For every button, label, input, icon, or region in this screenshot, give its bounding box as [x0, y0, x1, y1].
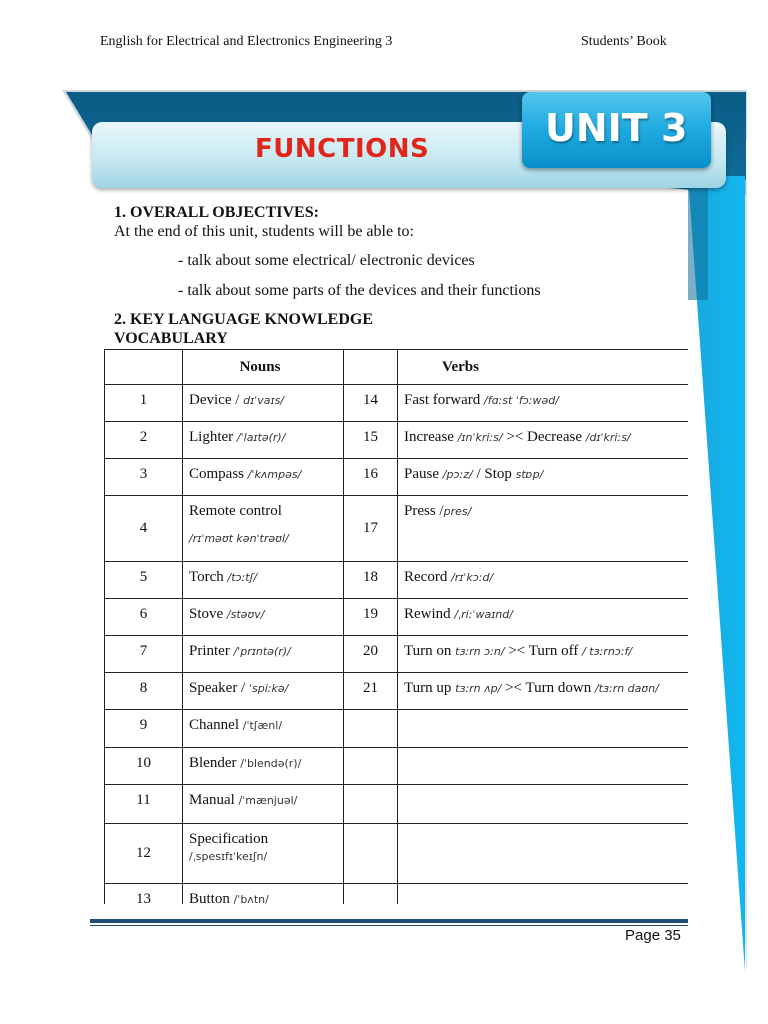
table-row [105, 599, 689, 636]
table-row [105, 459, 689, 496]
noun-pronunciation: ˈspiːkə/ [248, 682, 289, 695]
running-header-title: English for Electrical and Electronics Engineering 3 [100, 34, 393, 49]
table-row [105, 496, 689, 562]
verb-word-2: / Stop [472, 466, 516, 482]
table-row [105, 710, 689, 748]
noun-word: Torch [189, 569, 228, 585]
noun-pronunciation: /rɪˈməʊt kənˈtrəʊl/ [189, 532, 289, 545]
noun-number: 12 [105, 824, 183, 884]
verb-number: 14 [344, 385, 398, 422]
verb-pronunciation-2: /dɪˈkriːs/ [585, 431, 631, 444]
noun-word: Remote control [189, 503, 282, 519]
verb-pronunciation: /ˌriːˈwaɪnd/ [454, 608, 513, 621]
footer-rule-thin [90, 925, 688, 926]
noun-word: Lighter [189, 429, 237, 445]
objective-item: - talk about some electrical/ electronic devices [178, 252, 475, 269]
verb-word: Rewind [404, 606, 455, 622]
noun-number: 8 [105, 673, 183, 710]
noun-number: 6 [105, 599, 183, 636]
verb-pronunciation: tɜːrn ʌp/ [455, 682, 502, 695]
verb-word: Turn on [404, 643, 456, 659]
running-header-book: Students’ Book [581, 34, 667, 49]
noun-pronunciation: /ˌspesɪfɪˈkeɪʃn/ [189, 850, 268, 863]
verb-number [344, 710, 398, 748]
verb-word: Pause [404, 466, 443, 482]
verb-number: 19 [344, 599, 398, 636]
verb-pronunciation: /ɪnˈkriːs/ [457, 431, 503, 444]
noun-word: Specification [189, 831, 269, 847]
verb-number: 16 [344, 459, 398, 496]
unit-title: FUNCTIONS [255, 134, 430, 164]
noun-word: Printer [189, 643, 234, 659]
verb-word: Record [404, 569, 452, 585]
noun-pronunciation: /ˈblendə(r)/ [240, 757, 302, 770]
page-number: Page 35 [625, 927, 681, 944]
noun-pronunciation: /stəʊv/ [226, 608, 265, 621]
objective-item: - talk about some parts of the devices and their functions [178, 282, 541, 299]
noun-number: 11 [105, 785, 183, 824]
verb-pronunciation: /fɑːst ˈfɔːwəd/ [483, 394, 559, 407]
noun-word: Manual [189, 792, 239, 808]
noun-pronunciation: /tɔːtʃ/ [227, 571, 258, 584]
noun-number: 7 [105, 636, 183, 673]
noun-word: Channel [189, 717, 243, 733]
noun-word: Button [189, 891, 234, 904]
noun-number: 4 [105, 496, 183, 562]
verb-word: Fast forward [404, 392, 484, 408]
objectives-heading: 1. OVERALL OBJECTIVES: [114, 204, 319, 221]
verbs-header: Verbs [398, 350, 689, 385]
noun-pronunciation: /ˈlaɪtə(r)/ [236, 431, 286, 444]
table-row [105, 422, 689, 459]
verb-word-2: >< Decrease [502, 429, 586, 445]
noun-number: 2 [105, 422, 183, 459]
verb-word: Increase [404, 429, 458, 445]
noun-word: Speaker / [189, 680, 249, 696]
noun-pronunciation: /ˈprɪntə(r)/ [233, 645, 291, 658]
noun-pronunciation: dɪˈvaɪs/ [243, 394, 285, 407]
verb-pronunciation: tɜːrn ɔːn/ [455, 645, 505, 658]
verb-number [344, 824, 398, 884]
verb-pronunciation: pres/ [443, 505, 472, 518]
vocabulary-heading: VOCABULARY [114, 330, 228, 347]
table-row [105, 562, 689, 599]
verb-number: 17 [344, 496, 398, 562]
noun-word: Compass [189, 466, 248, 482]
verb-pronunciation-2: /tɜːrn daʊn/ [594, 682, 659, 695]
verb-pronunciation-2: stɒp/ [515, 468, 544, 481]
vocabulary-table [104, 349, 688, 904]
verb-pronunciation: /rɪˈkɔːd/ [451, 571, 494, 584]
verb-number [344, 884, 398, 905]
unit-number: UNIT 3 [545, 106, 688, 150]
verb-word: Press / [404, 503, 444, 519]
noun-word: Stove [189, 606, 227, 622]
table-row [105, 785, 689, 824]
objectives-intro: At the end of this unit, students will be able to: [114, 223, 414, 240]
noun-number: 5 [105, 562, 183, 599]
noun-number: 9 [105, 710, 183, 748]
footer-rule [90, 919, 688, 923]
table-header-row [105, 350, 689, 385]
key-language-heading: 2. KEY LANGUAGE KNOWLEDGE [114, 311, 373, 328]
verb-number: 15 [344, 422, 398, 459]
noun-pronunciation: /ˈtʃænl/ [242, 719, 283, 732]
verb-number: 20 [344, 636, 398, 673]
table-row [105, 748, 689, 785]
verb-word-2: >< Turn down [501, 680, 595, 696]
verb-word-2: >< Turn off [504, 643, 583, 659]
noun-pronunciation: /ˈbʌtn/ [233, 893, 269, 904]
verb-number: 18 [344, 562, 398, 599]
table-row [105, 636, 689, 673]
noun-number: 10 [105, 748, 183, 785]
noun-number: 1 [105, 385, 183, 422]
verb-pronunciation-2: / tɜːrnɔːf/ [582, 645, 633, 658]
verb-pronunciation: /pɔːz/ [442, 468, 473, 481]
verb-number: 21 [344, 673, 398, 710]
table-row [105, 673, 689, 710]
noun-pronunciation: /ˈmænjuəl/ [238, 794, 298, 807]
noun-word: Device / [189, 392, 244, 408]
verb-number [344, 785, 398, 824]
verb-number [344, 748, 398, 785]
noun-number: 3 [105, 459, 183, 496]
table-row [105, 385, 689, 422]
nouns-header: Nouns [183, 350, 344, 385]
noun-pronunciation: /ˈkʌmpəs/ [247, 468, 302, 481]
verb-word: Turn up [404, 680, 456, 696]
noun-number: 13 [105, 884, 183, 905]
table-row [105, 824, 689, 884]
table-row [105, 884, 689, 905]
noun-word: Blender [189, 755, 241, 771]
